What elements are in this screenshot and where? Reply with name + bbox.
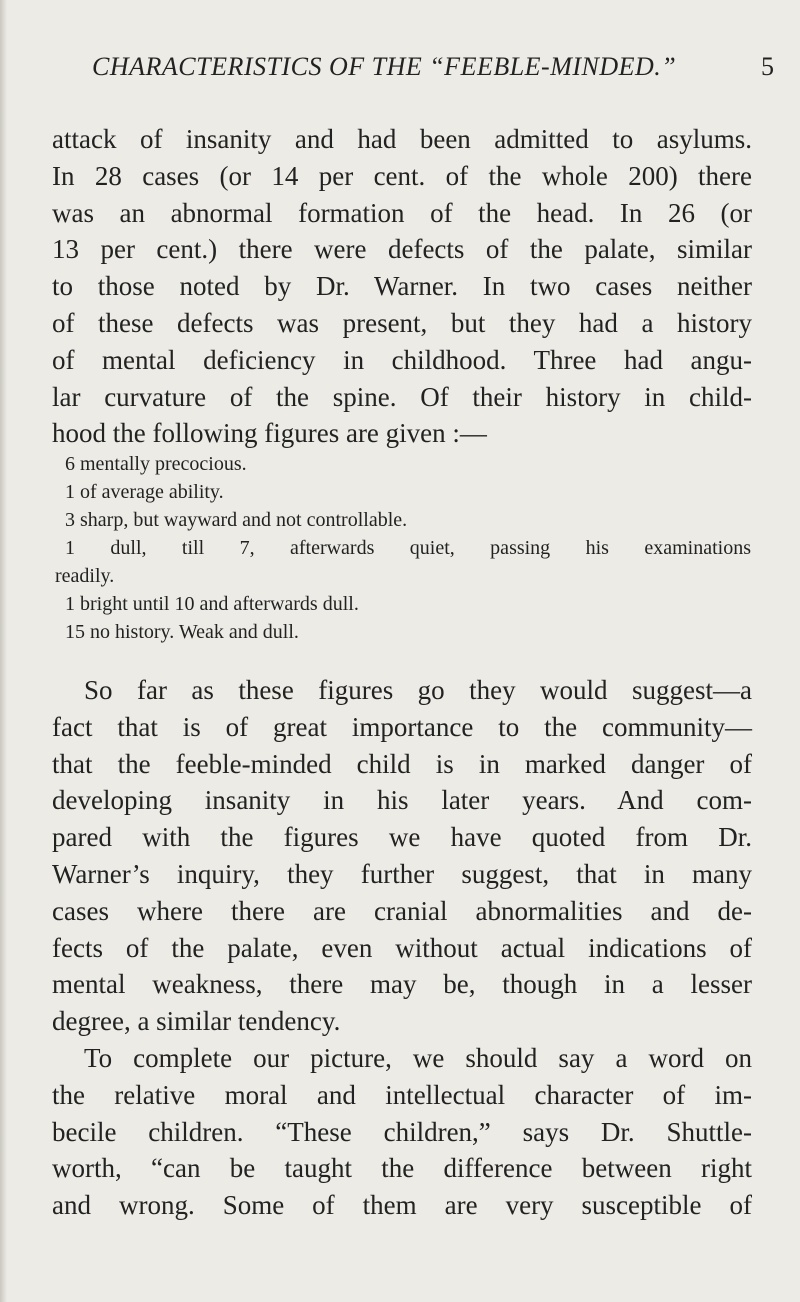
paragraph-conclusions (52, 672, 752, 1224)
page-number: 5 (761, 52, 774, 81)
paragraph-asylum-statistics (52, 121, 752, 452)
text-line: mental weakness, there may be, though in a lesser (52, 969, 752, 1000)
page-gutter-shadow (0, 0, 7, 1302)
text-line: pared with the figures we have quoted from Dr. (52, 822, 752, 853)
list-item: 15 no history. Weak and dull. (65, 621, 299, 643)
text-line: So far as these figures go they would suggest—a (84, 675, 752, 705)
list-item-continuation: readily. (55, 565, 115, 587)
text-line: and wrong. Some of them are very susceptible of (52, 1190, 752, 1221)
list-item: 1 bright until 10 and afterwards dull. (65, 593, 359, 615)
text-line: of mental deficiency in childhood. Three had angu- (52, 344, 752, 375)
text-line: lar curvature of the spine. Of their history in child- (52, 381, 752, 412)
list-item: 6 mentally precocious. (65, 453, 247, 475)
text-line: developing insanity in his later years. And com- (52, 785, 752, 816)
list-item: 1 dull, till 7, afterwards quiet, passing his examinations (65, 537, 751, 559)
text-line: of these defects was present, but they had a history (52, 307, 752, 338)
text-line: to those noted by Dr. Warner. In two cases neither (52, 271, 752, 302)
text-line: fects of the palate, even without actual indications of (52, 932, 752, 963)
text-line: hood the following figures are given :— (52, 418, 487, 449)
list-item: 1 of average ability. (65, 481, 224, 503)
text-line: was an abnormal formation of the head. In 26 (or (52, 197, 752, 228)
text-line: that the feeble-minded child is in marked danger of (52, 748, 752, 779)
text-line: becile children. “These children,” says Dr. Shuttle- (52, 1116, 752, 1147)
page-header (92, 52, 782, 90)
text-line: the relative moral and intellectual character of im- (52, 1079, 752, 1110)
text-line: Warner’s inquiry, they further suggest, that in many (52, 858, 752, 889)
text-line: 13 per cent.) there were defects of the palate, similar (52, 234, 752, 265)
text-line: degree, a similar tendency. (52, 1006, 341, 1037)
text-line: worth, “can be taught the difference between right (52, 1153, 752, 1184)
text-line: In 28 cases (or 14 per cent. of the whole 200) there (52, 160, 752, 191)
text-line: fact that is of great importance to the community— (52, 711, 752, 742)
text-line: To complete our picture, we should say a word on (84, 1042, 752, 1073)
running-head: CHARACTERISTICS OF THE “FEEBLE-MINDED.” (92, 52, 677, 81)
list-item: 3 sharp, but wayward and not controllable. (65, 509, 408, 531)
childhood-history-figures-list (55, 450, 751, 646)
text-line: attack of insanity and had been admitted to asylums. (52, 124, 752, 154)
text-line: cases where there are cranial abnormalities and de- (52, 895, 752, 926)
